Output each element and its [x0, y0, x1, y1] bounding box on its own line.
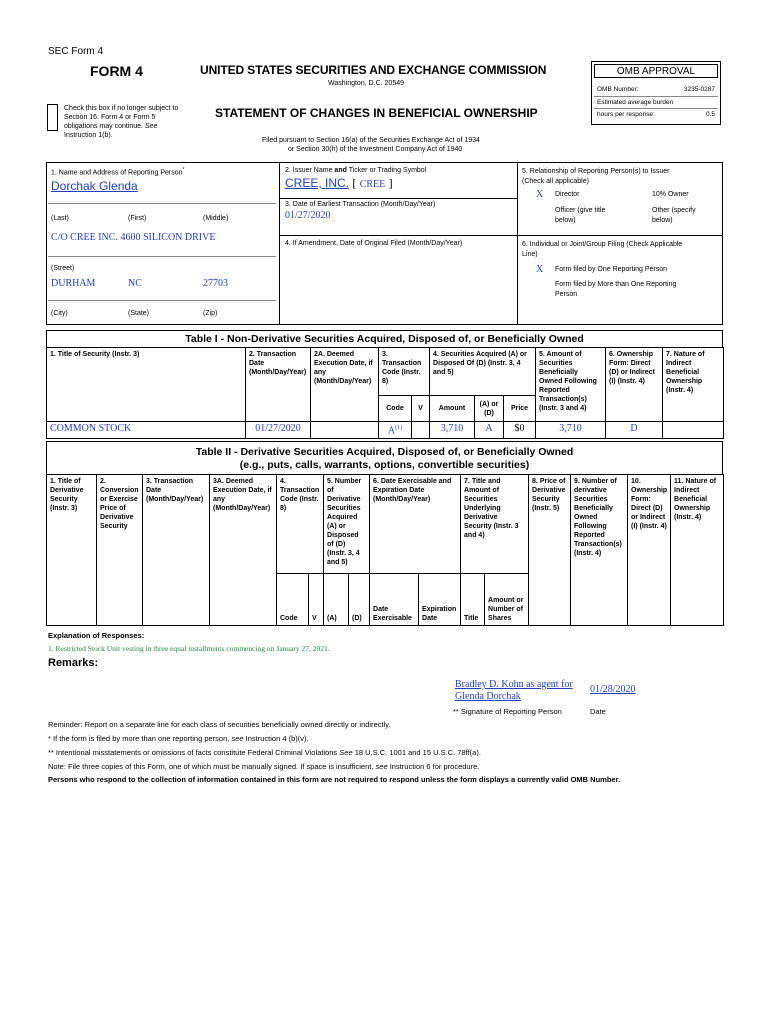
footer-text: 18 U.S.C. 1001 and 15 U.S.C. 78ff(a).	[354, 748, 481, 757]
row-price: $0	[504, 422, 536, 439]
filing-label-line: 6. Individual or Joint/Group Filing (Check Applicable	[522, 241, 683, 248]
omb-title: OMB APPROVAL	[616, 66, 696, 77]
omb-burden-label: Estimated average burden	[597, 99, 674, 106]
issuer-label-part: Ticker or Trading Symbol	[348, 167, 427, 174]
omb-hours-value: 0.5	[705, 111, 715, 118]
table1-h6: 6. Ownership Form: Direct (D) or Indirect (I) (Instr. 4)	[606, 348, 663, 422]
other-label	[652, 206, 696, 226]
footnote-multiple-persons	[48, 734, 309, 743]
filing-label	[522, 240, 682, 260]
ten-percent-owner-label: 10% Owner	[652, 191, 689, 198]
footer-text: Note: File three copies of this Form, one of which must be manually signed. If space is insufficient,	[48, 762, 374, 771]
table1-h2a: 2A. Deemed Execution Date, if any (Month/Day/Year)	[311, 348, 379, 422]
reminder: Reminder: Report on a separate line for each class of securities beneficially owned directly or indirectly.	[48, 720, 391, 729]
table2-h1: 1. Title of Derivative Security (Instr. 3)	[47, 475, 97, 626]
row-deemed-date	[311, 422, 379, 439]
address-rule	[48, 256, 276, 257]
footer-text: Instruction 6 for procedure.	[389, 762, 480, 771]
section-divider	[517, 162, 518, 325]
reporting-person-label-text: 1. Name and Address of Reporting Person	[51, 169, 183, 177]
name-rule	[48, 203, 276, 204]
table2-title-2: (e.g., puts, calls, warrants, options, convertible securities)	[239, 459, 530, 471]
row-amount: 3,710	[430, 422, 475, 439]
one-person-check[interactable]: X	[536, 264, 544, 275]
more-persons-line: Person	[555, 291, 578, 298]
signature-line: Glenda Dorchak	[455, 691, 521, 702]
relationship-label-line: 5. Relationship of Reporting Person(s) to Issuer	[522, 168, 670, 175]
section-divider	[279, 162, 280, 325]
table2-title-1: Table II - Derivative Securities Acquired, Disposed of, or Beneficially Owned	[195, 446, 574, 458]
table2-h7: 7. Title and Amount of Securities Underlying Derivative Security (Instr. 3 and 4)	[461, 475, 529, 574]
director-check[interactable]: X	[536, 189, 544, 200]
table2-sub-code: Code	[277, 574, 309, 626]
date-label: Date	[590, 707, 606, 716]
table1-sub-aord: (A) or (D)	[475, 396, 504, 422]
reporting-person-zip: 27703	[203, 278, 228, 289]
form-number: FORM 4	[90, 63, 143, 79]
director-label: Director	[555, 191, 580, 198]
table2-sub-title: Title	[461, 574, 485, 626]
state-label: (State)	[128, 310, 150, 317]
sec-form-label: SEC Form 4	[48, 46, 104, 57]
table2-sub-a: (A)	[324, 574, 349, 626]
more-persons-line: Form filed by More than One Reporting	[555, 281, 677, 288]
omb-divider	[594, 108, 718, 109]
footer-text: ** Intentional misstatements or omissions of facts constitute Federal Criminal Violations	[48, 748, 338, 757]
footer-see: see	[231, 734, 244, 743]
table2-h8: 8. Price of Derivative Security (Instr. 5)	[529, 475, 571, 626]
amendment-label: 4. If Amendment, Date of Original Filed (Month/Day/Year)	[285, 240, 463, 247]
filed-pursuant-1: Filed pursuant to Section 16(a) of the Securities Exchange Act of 1934	[262, 137, 480, 144]
footnote-1: 1. Restricted Stock Unit vesting in three equal installments commencing on January 27, 2021.	[48, 644, 330, 653]
asterisk: *	[182, 167, 185, 173]
table2-h3a: 3A. Deemed Execution Date, if any (Month/Day/Year)	[210, 475, 277, 626]
issuer-ticker: CREE	[359, 179, 386, 190]
one-person-label: Form filed by One Reporting Person	[555, 266, 668, 273]
statement-title: STATEMENT OF CHANGES IN BENEFICIAL OWNERSHIP	[215, 106, 538, 120]
row-title: COMMON STOCK	[47, 422, 246, 439]
checkbox-instructions	[64, 104, 199, 140]
footer-see: see	[375, 762, 388, 771]
row-owned: 3,710	[536, 422, 606, 439]
more-persons-label	[555, 280, 676, 300]
table2-sub-date-exercisable: Date Exercisable	[370, 574, 419, 626]
issuer-name[interactable]: CREE, INC.	[285, 176, 350, 190]
row-code-footnote[interactable]: (1)	[395, 425, 403, 431]
omb-hours-label: hours per response:	[597, 111, 655, 118]
table2-h6: 6. Date Exercisable and Expiration Date (Month/Day/Year)	[370, 475, 461, 574]
city-rule	[48, 300, 276, 301]
table-row	[47, 422, 724, 439]
bracket: ]	[388, 176, 393, 190]
table2-h11: 11. Nature of Indirect Beneficial Ownership (Instr. 4)	[671, 475, 724, 626]
checkbox-text-line: Instruction 1(b).	[64, 132, 113, 139]
table2-h10: 10. Ownership Form: Direct (D) or Indirect (I) (Instr. 4)	[628, 475, 671, 626]
issuer-label-part: 2. Issuer Name	[285, 167, 333, 174]
table2-h4: 4. Transaction Code (Instr. 8)	[277, 475, 324, 574]
bracket: [	[352, 176, 357, 190]
issuer-label	[285, 167, 426, 174]
relationship-label	[522, 167, 669, 187]
table2-h3: 3. Transaction Date (Month/Day/Year)	[143, 475, 210, 626]
reporting-person-label	[51, 167, 184, 176]
table1-h5: 5. Amount of Securities Beneficially Owned Following Reported Transaction(s) (Instr. 3 and 4)	[536, 348, 606, 422]
row-nature	[663, 422, 724, 439]
table2-sub-expiration: Expiration Date	[419, 574, 461, 626]
zip-label: (Zip)	[203, 310, 218, 317]
table1-h3: 3. Transaction Code (Instr. 8)	[379, 348, 430, 396]
footnote-misstatements	[48, 748, 481, 757]
checkbox-see: See	[144, 123, 158, 130]
signature-label: ** Signature of Reporting Person	[453, 707, 562, 716]
officer-label	[555, 206, 605, 226]
checkbox-text-line: Check this box if no longer subject to	[64, 105, 179, 112]
table1-title: Table I - Non-Derivative Securities Acquired, Disposed of, or Beneficially Owned	[185, 333, 584, 345]
table1-sub-code: Code	[379, 396, 412, 422]
omb-number-value: 3235-0287	[683, 86, 715, 93]
middle-label: (Middle)	[203, 215, 229, 222]
last-label: (Last)	[51, 215, 69, 222]
city-label: (City)	[51, 310, 68, 317]
table1	[46, 347, 724, 439]
issuer-label-and: and	[334, 167, 347, 174]
table1-sub-v: V	[412, 396, 430, 422]
table2-sub-v: V	[309, 574, 324, 626]
section-divider	[279, 198, 517, 199]
table2-h2: 2. Conversion or Exercise Price of Derivative Security	[97, 475, 143, 626]
relationship-label-line: (Check all applicable)	[522, 178, 589, 185]
explanation-label: Explanation of Responses:	[48, 631, 145, 640]
commission-title: UNITED STATES SECURITIES AND EXCHANGE COMMISSION	[200, 63, 547, 77]
table2-h5: 5. Number of Derivative Securities Acquired (A) or Disposed of (D) (Instr. 3, 4 and 5)	[324, 475, 370, 574]
officer-label-line: below)	[555, 217, 576, 224]
row-v	[412, 422, 430, 439]
checkbox-text-line: Section 16. Form 4 or Form 5	[64, 114, 156, 121]
reporting-person-city: DURHAM	[51, 278, 96, 289]
row-code-cell	[379, 422, 412, 439]
table1-h2: 2. Transaction Date (Month/Day/Year)	[246, 348, 311, 422]
table1-h4: 4. Securities Acquired (A) or Disposed Of (D) (Instr. 3, 4 and 5)	[430, 348, 536, 396]
signature-line: Bradley D. Kohn as agent for	[455, 679, 573, 690]
omb-divider	[594, 96, 718, 97]
footer-text: Instruction 4 (b)(v).	[245, 734, 309, 743]
omb-number-label: OMB Number:	[597, 86, 639, 93]
earliest-date: 01/27/2020	[285, 210, 331, 221]
table2-sub-amount: Amount or Number of Shares	[485, 574, 529, 626]
checkbox-text-part: obligations may continue.	[64, 123, 143, 130]
issuer-name-line	[285, 176, 393, 191]
reporting-person-state: NC	[128, 278, 142, 289]
table2-h9: 9. Number of derivative Securities Beneficially Owned Following Reported Transaction(s) (Instr. 4)	[571, 475, 628, 626]
row-date: 01/27/2020	[246, 422, 311, 439]
table1-sub-amount: Amount	[430, 396, 475, 422]
first-label: (First)	[128, 215, 147, 222]
footer-text: * If the form is filed by more than one reporting person,	[48, 734, 230, 743]
table2	[46, 474, 724, 626]
street-label: (Street)	[51, 265, 75, 272]
row-aord: A	[475, 422, 504, 439]
table2-sub-d: (D)	[349, 574, 370, 626]
officer-label-line: Officer (give title	[555, 207, 606, 214]
signature[interactable]	[455, 679, 573, 703]
omb-notice: Persons who respond to the collection of information contained in this form are not required to respond unless the form displays a currently valid OMB Number.	[48, 775, 621, 784]
commission-address: Washington, D.C. 20549	[328, 80, 405, 87]
remarks-label: Remarks:	[48, 657, 99, 669]
row-ownership-form: D	[606, 422, 663, 439]
other-label-line: Other (specify	[652, 207, 696, 214]
signature-date: 01/28/2020	[590, 684, 636, 695]
checkbox-text-line	[64, 122, 199, 131]
reporting-person-name[interactable]: Dorchak Glenda	[51, 179, 138, 193]
other-label-line: below)	[652, 217, 673, 224]
row-code: A	[387, 425, 396, 437]
table1-sub-price: Price	[504, 396, 536, 422]
footnote-copies	[48, 762, 479, 771]
no-longer-subject-checkbox[interactable]	[47, 104, 58, 131]
filed-pursuant-2: or Section 30(h) of the Investment Company Act of 1940	[288, 146, 463, 153]
footer-see: See	[339, 748, 353, 757]
table1-h7: 7. Nature of Indirect Beneficial Ownership (Instr. 4)	[663, 348, 724, 422]
section-divider	[279, 235, 723, 236]
table1-h1: 1. Title of Security (Instr. 3)	[47, 348, 246, 422]
filing-label-line: Line)	[522, 251, 538, 258]
earliest-date-label: 3. Date of Earliest Transaction (Month/Day/Year)	[285, 201, 436, 208]
reporting-person-address: C/O CREE INC. 4600 SILICON DRIVE	[51, 232, 216, 243]
